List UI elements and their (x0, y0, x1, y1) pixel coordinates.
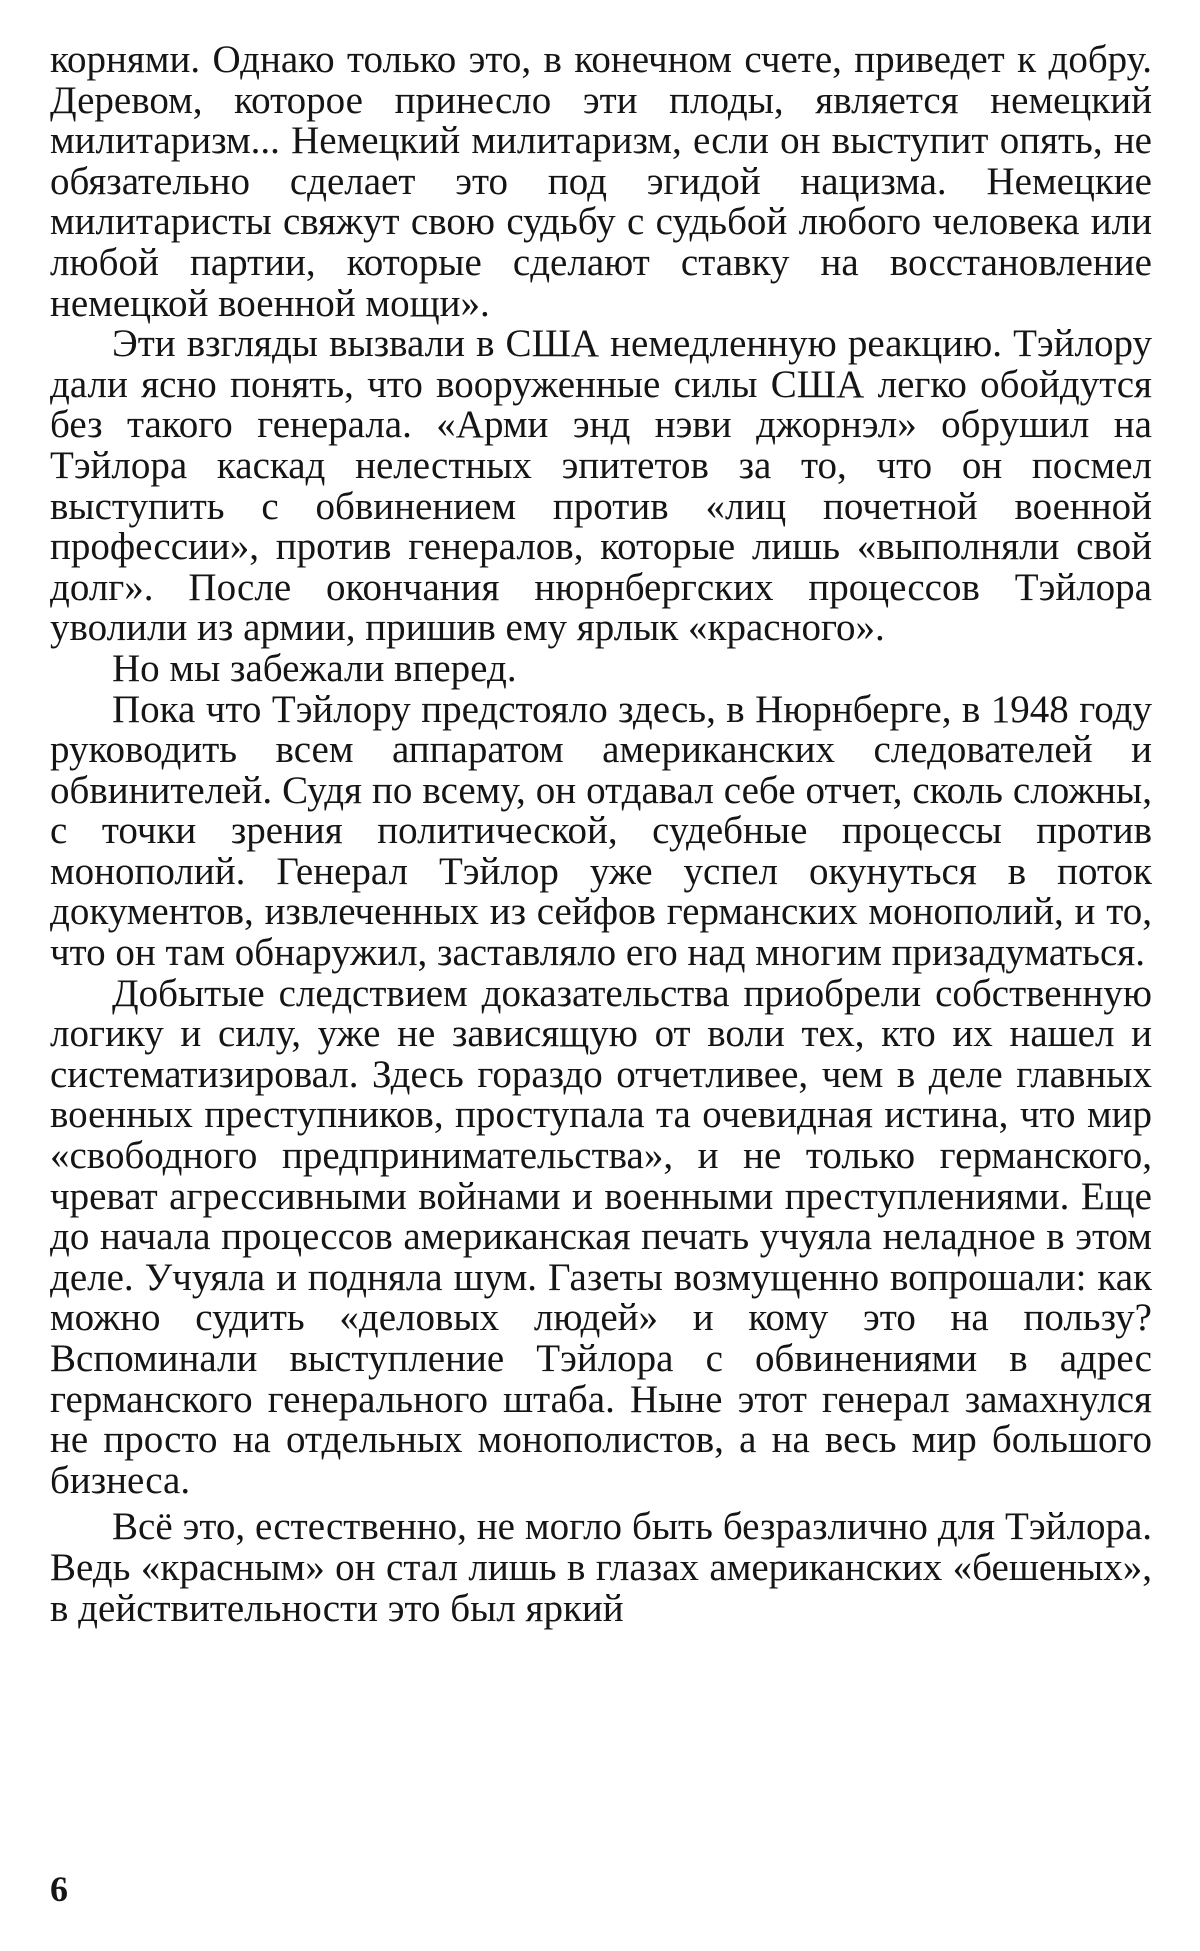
page-text (50, 40, 1152, 1629)
page-number: 6 (50, 1869, 68, 1909)
paragraph-2: Эти взгляды вызвали в США немедленную реакцию. Тэйлору дали ясно понять, что вооруженные силы США легко обойдутся без такого генерала. «Арми энд нэви джорнэл» обрушил на Тэйлора каскад нелестных эпитетов за то, что он посмел выступить с обвинением против «лиц почетной военной профессии», против генералов, которые лишь «выполняли свой долг». После окончания нюрнбергских процессов Тэйлора уволили из армии, пришив ему ярлык «красного». (50, 322, 1152, 650)
paragraph-3: Но мы забежали вперед. (112, 646, 517, 690)
paragraph-5: Добытые следствием доказательства приобрели собственную логику и силу, уже не зависящую от воли тех, кто их нашел и систематизировал. Здесь гораздо отчетливее, чем в деле главных военных преступников, проступала та очевидная истина, что мир «свободного предпринимательства», и не только германского, чреват агрессивными войнами и военными преступлениями. Еще до начала процессов американская печать учуяла неладное в этом деле. Учуяла и подняла шум. Газеты возмущенно вопрошали: как можно судить «деловых людей» и кому это на пользу? Вспоминали выступление Тэйлора с обвинениями в адрес германского генерального штаба. Ныне этот генерал замахнулся не просто на отдельных монополистов, а на весь мир большого бизнеса. (50, 971, 1152, 1502)
paragraph-6: Всё это, естественно, не могло быть безразлично для Тэйлора. Ведь «красным» он стал лишь в глазах американских «бешеных», в действительности это был яркий (50, 1505, 1152, 1630)
paragraph-4: Пока что Тэйлору предстояло здесь, в Нюрнберге, в 1948 году руководить всем аппаратом американских следователей и обвинителей. Судя по всему, он отдавал себе отчет, сколь сложны, с точки зрения политической, судебные процессы против монополий. Генерал Тэйлор уже успел окунуться в поток документов, извлеченных из сейфов германских монополий, и то, что он там обнаружил, заставляло его над многим призадуматься. (50, 687, 1152, 975)
paragraph-1: корнями. Однако только это, в конечном счете, приведет к добру. Деревом, которое принесло эти плоды, является немецкий милитаризм... Немецкий милитаризм, если он выступит опять, не обязательно сделает это под эгидой нацизма. Немецкие милитаристы свяжут свою судьбу с судьбой любого человека или любой партии, которые сделают ставку на восстановление немецкой военной мощи». (50, 38, 1152, 325)
